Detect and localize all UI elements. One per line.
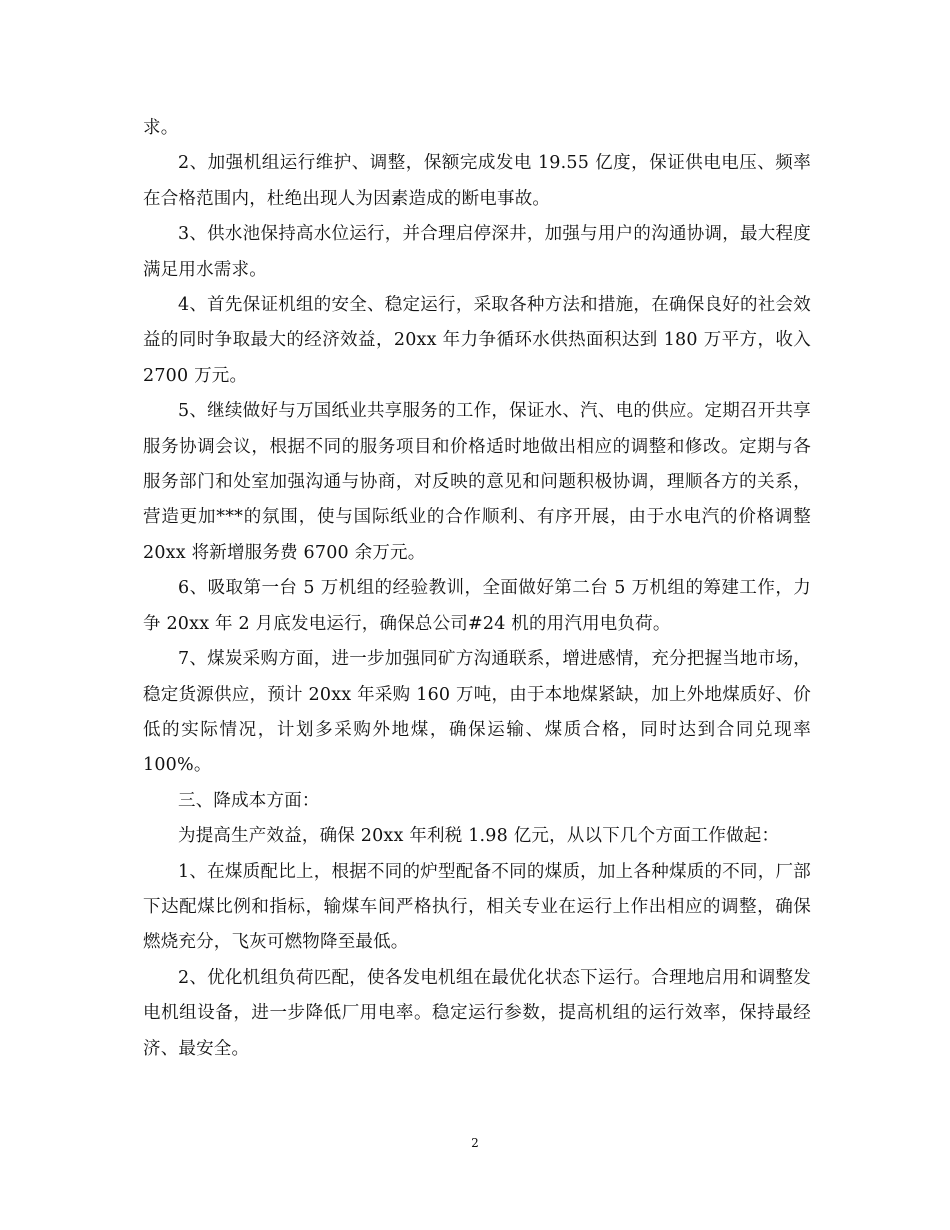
paragraph-cost-intro: 为提高生产效益，确保 20xx 年利税 1.98 亿元，从以下几个方面工作做起：	[178, 826, 780, 847]
section-heading-cost-reduction: 三、降成本方面：	[178, 790, 320, 811]
paragraph-item-6-second-unit: 6、吸取第一台 5 万机组的经验教训，全面做好第二台 5 万机组的筹建工作，力争 20xx 年 2 月底发电运行，确保总公司#24 机的用汽用电负荷。	[143, 578, 811, 634]
paragraph-item-2-power-generation: 2、加强机组运行维护、调整，保额完成发电 19.55 亿度，保证供电电压、频率在合格范围内，杜绝出现人为因素造成的断电事故。	[143, 153, 811, 209]
paragraph-item-3-water-supply: 3、供水池保持高水位运行，并合理启停深井，加强与用户的沟通协调，最大程度满足用水需求。	[143, 224, 811, 280]
paragraph-continuation: 求。	[143, 118, 179, 138]
paragraph-item-5-shared-services: 5、继续做好与万国纸业共享服务的工作，保证水、汽、电的供应。定期召开共享服务协调会议，根据不同的服务项目和价格适时地做出相应的调整和修改。定期与各服务部门和处室加强沟通与协商，对反映的意见和问题积极协调，理顺各方的关系，营造更加***的氛围，使与国际纸业的合作顺利、有序开展，由于水电汽的价格调整 20xx 将新增服务费 6700 余万元。	[143, 401, 811, 563]
page-number: 2	[471, 1136, 479, 1150]
paragraph-item-7-coal-procurement: 7、煤炭采购方面，进一步加强同矿方沟通联系，增进感情，充分把握当地市场，稳定货源供应，预计 20xx 年采购 160 万吨，由于本地煤紧缺，加上外地煤质好、价低的实际情况，计划多采购外地煤，确保运输、煤质合格，同时达到合同兑现率 100%。	[143, 649, 811, 776]
document-body	[143, 111, 811, 1067]
paragraph-cost-item-1-coal-blending: 1、在煤质配比上，根据不同的炉型配备不同的煤质，加上各种煤质的不同，厂部下达配煤比例和指标，输煤车间严格执行，相关专业在运行上作出相应的调整，确保燃烧充分，飞灰可燃物降至最低。	[143, 861, 811, 953]
paragraph-cost-item-2-load-matching: 2、优化机组负荷匹配，使各发电机组在最优化状态下运行。合理地启用和调整发电机组设备，进一步降低厂用电率。稳定运行参数，提高机组的运行效率，保持最经济、最安全。	[143, 967, 811, 1059]
paragraph-item-4-heating: 4、首先保证机组的安全、稳定运行，采取各种方法和措施，在确保良好的社会效益的同时争取最大的经济效益，20xx 年力争循环水供热面积达到 180 万平方，收入 2700 万元。	[143, 295, 811, 386]
